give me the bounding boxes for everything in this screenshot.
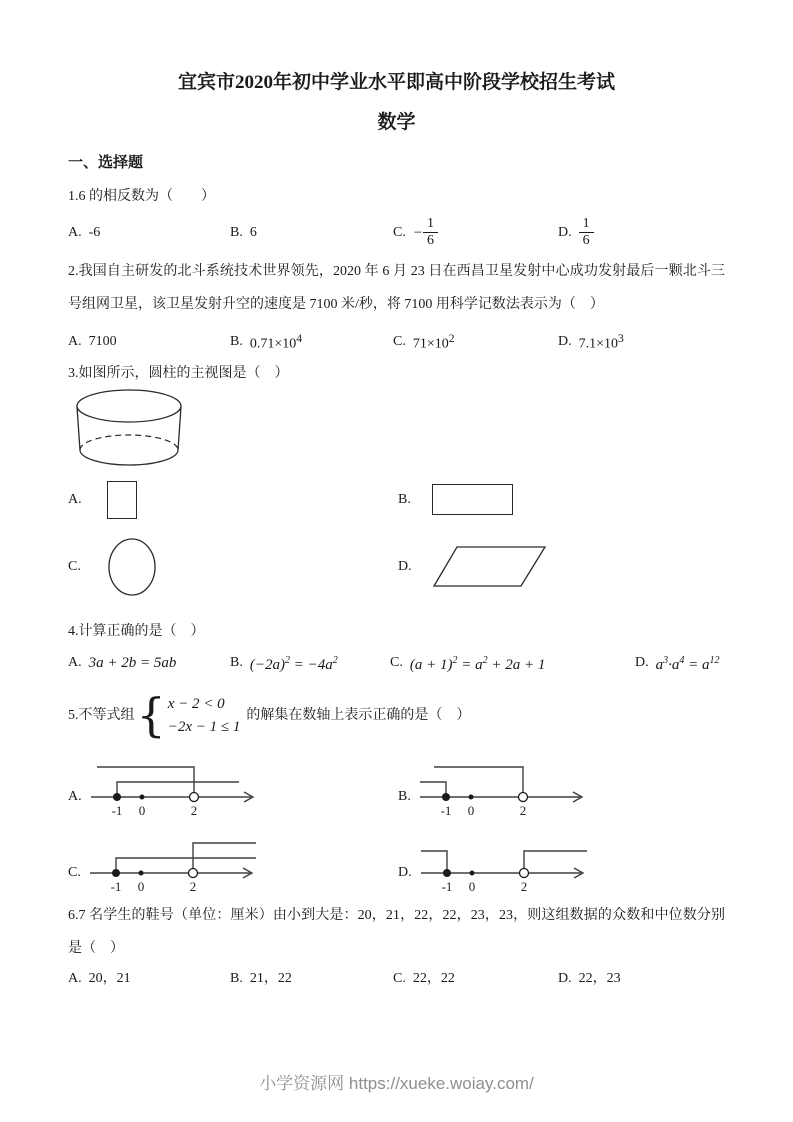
- number-line-a: [89, 751, 299, 821]
- number-line-d: [419, 827, 629, 897]
- cylinder-figure: [74, 387, 184, 473]
- option-a: A. 7100: [68, 334, 117, 350]
- option-c: C.: [68, 537, 398, 597]
- watermark-footer: 小学资源网 https://xueke.woiay.com/: [259, 1074, 534, 1093]
- square-figure: [107, 481, 137, 519]
- question-4: [68, 621, 725, 677]
- option-b-formula: $(-2a)^2 = -4a^2$: [249, 654, 338, 673]
- option-a: A. 20，21: [68, 971, 131, 987]
- question-5-suffix: 的解集在数轴上表示正确的是（ ）: [246, 708, 471, 724]
- option-d: D. $a^3\cdot a^4 = a^{12}$: [635, 649, 725, 677]
- question-6: [68, 899, 725, 991]
- option-a-value: -6: [88, 224, 101, 240]
- option-c-value: $71\times 10^2$: [412, 332, 455, 352]
- option-b: [230, 221, 393, 245]
- option-a-label: A.: [68, 224, 82, 240]
- question-6-options: [68, 967, 725, 991]
- question-5-options-row2: [68, 827, 725, 897]
- svg-text:0: 0: [138, 803, 145, 819]
- question-4-options: [68, 649, 725, 677]
- subject-title: 数学: [377, 112, 416, 133]
- question-6-text: 6.7 名学生的鞋号（单位：厘米）由小到大是：20，21，22，22，23，23，则这组数据的众数和中位数分别是（ ）: [68, 908, 725, 957]
- exam-title: 宜宾市2020年初中学业水平即高中阶段学校招生考试: [177, 72, 615, 93]
- option-d: D. $7.1\times 10^3$: [558, 327, 725, 357]
- option-d-formula: $a^3\cdot a^4 = a^{12}$: [655, 654, 720, 673]
- question-5-options-row1: [68, 751, 725, 821]
- question-1-text: 1.6 的相反数为（ ）: [68, 189, 215, 204]
- option-d: D.: [398, 546, 725, 588]
- option-a: A.: [68, 481, 398, 519]
- question-2: [68, 255, 725, 357]
- inequality-system: x − 2 < 0 −2x − 1 ≤ 1: [167, 695, 241, 736]
- svg-text:2: 2: [519, 803, 527, 819]
- circle-figure: [102, 537, 172, 597]
- option-d: D. -1 0 2: [398, 827, 725, 897]
- fraction-one-sixth: $\frac{1}{6}$: [579, 216, 594, 249]
- svg-text:-1: -1: [440, 803, 452, 819]
- option-c-label: C.: [393, 224, 406, 240]
- option-b-value: 6: [249, 224, 257, 240]
- question-5-text: [68, 688, 725, 743]
- question-3-text: 3.如图所示，圆柱的主视图是（ ）: [68, 365, 289, 381]
- option-d-label: D.: [558, 224, 572, 240]
- option-b: B. $0.71\times 10^4$: [230, 327, 393, 357]
- number-line-c: [88, 827, 298, 897]
- option-d: [558, 216, 725, 249]
- svg-text:2: 2: [189, 879, 197, 895]
- system-brace: {: [136, 688, 166, 743]
- option-b-label: B.: [230, 224, 243, 240]
- question-3-options-row2: [68, 537, 725, 597]
- minus-sign: −: [412, 224, 423, 241]
- option-b: B. 21，22: [230, 971, 292, 987]
- svg-text:0: 0: [468, 879, 475, 895]
- option-c-formula: $(a + 1)^2 = a^2 + 2a + 1$: [409, 654, 546, 673]
- question-5-prefix: 5.不等式组: [68, 708, 135, 724]
- question-2-options: [68, 327, 725, 357]
- option-d-value: $7.1\times 10^3$: [578, 332, 624, 352]
- svg-text:0: 0: [467, 803, 475, 819]
- option-c: C. $(a + 1)^2 = a^2 + 2a + 1$: [390, 649, 635, 677]
- option-a: [68, 221, 230, 245]
- question-1-options: [68, 216, 725, 249]
- option-d: D. 22，23: [558, 971, 621, 987]
- svg-text:-1: -1: [441, 879, 453, 895]
- svg-text:-1: -1: [111, 803, 123, 819]
- option-c: C. 22，22: [393, 971, 455, 987]
- option-b: B.: [398, 484, 725, 515]
- section-heading: 一、选择题: [68, 155, 144, 171]
- option-a: A. -1 0 2: [68, 751, 398, 821]
- question-3: [68, 363, 725, 597]
- option-c: [393, 216, 558, 249]
- question-3-options-row1: [68, 481, 725, 519]
- option-c: C. $71\times 10^2$: [393, 327, 558, 357]
- svg-text:2: 2: [520, 879, 527, 895]
- fraction-one-sixth: $\frac{1}{6}$: [423, 216, 438, 249]
- option-b: B. -1 0 2: [398, 751, 725, 821]
- option-b: B. $(-2a)^2 = -4a^2$: [230, 649, 390, 677]
- rectangle-figure: [432, 484, 513, 515]
- option-b-value: $0.71\times 10^4$: [249, 332, 303, 352]
- question-1: [68, 186, 725, 249]
- svg-text:0: 0: [137, 879, 145, 895]
- question-2-text: 2.我国自主研发的北斗系统技术世界领先，2020 年 6 月 23 日在西昌卫星发射中心成功发射最后一颗北斗三号组网卫星，该卫星发射升空的速度是 7100 米/秒，将 7100 用科学记数法表示为（ ）: [68, 264, 725, 313]
- svg-text:2: 2: [190, 803, 197, 819]
- option-a: A. 3a + 2b = 5ab: [68, 651, 230, 675]
- question-4-text: 4.计算正确的是（ ）: [68, 623, 205, 639]
- question-5: [68, 688, 725, 898]
- number-line-b: [418, 751, 628, 821]
- parallelogram-figure: [433, 546, 553, 588]
- option-c: C. -1 0 2: [68, 827, 398, 897]
- svg-text:-1: -1: [110, 879, 122, 895]
- option-a-formula: 3a + 2b = 5ab: [88, 654, 177, 671]
